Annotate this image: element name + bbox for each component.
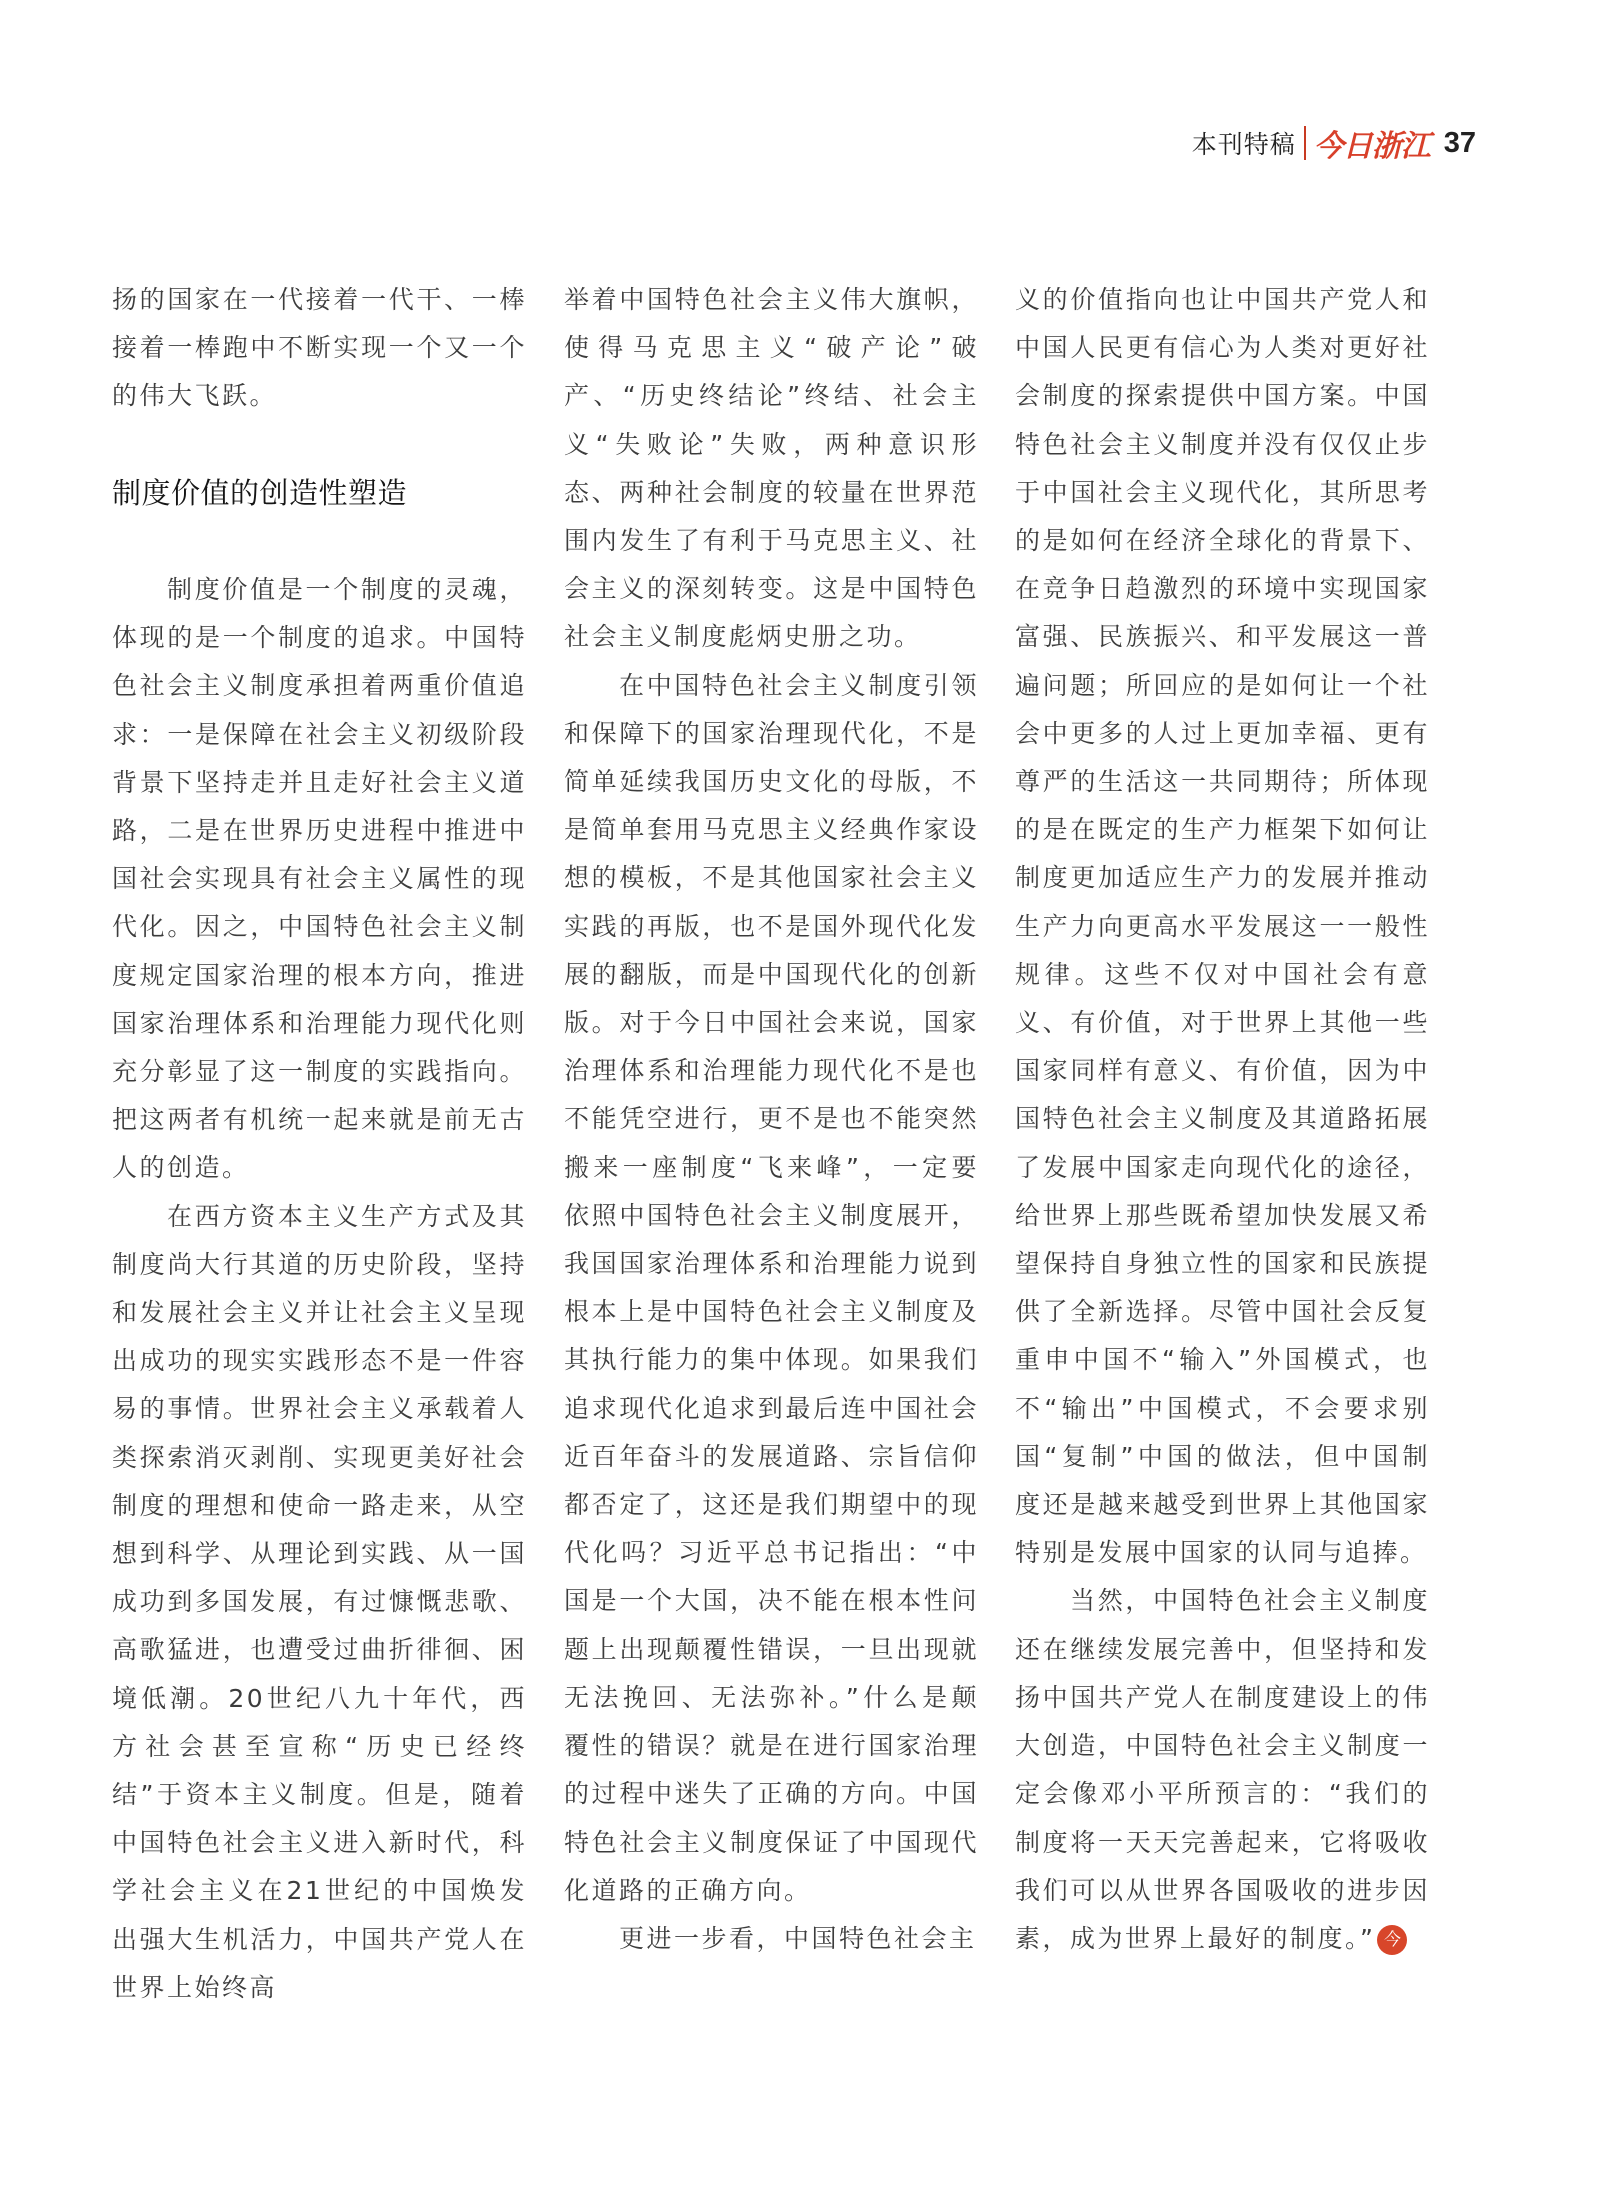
column-2	[564, 276, 979, 1963]
paragraph: 义的价值指向也让中国共产党人和中国人民更有信心为人类对更好社会制度的探索提供中国方案。中国特色社会主义制度并没有仅仅止步于中国社会主义现代化，其所思考的是如何在经济全球化的背景下、在竞争日趋激烈的环境中实现国家富强、民族振兴、和平发展这一普遍问题；所回应的是如何让一个社会中更多的人过上更加幸福、更有尊严的生活这一共同期待；所体现的是在既定的生产力框架下如何让制度更加适应生产力的发展并推动生产力向更高水平发展这一一般性规律。这些不仅对中国社会有意义、有价值，对于世界上其他一些国家同样有意义、有价值，因为中国特色社会主义制度及其道路拓展了发展中国家走向现代化的途径，给世界上那些既希望加快发展又希望保持自身独立性的国家和民族提供了全新选择。尽管中国社会反复重申中国不“输入”外国模式，也不“输出”中国模式，不会要求别国“复制”中国的做法，但中国制度还是越来越受到世界上其他国家特别是发展中国家的认同与追捧。	[1015, 285, 1430, 1568]
page-header	[1192, 120, 1476, 166]
paragraph-text: 当然，中国特色社会主义制度还在继续发展完善中，但坚持和发扬中国共产党人在制度建设上的伟大创造，中国特色社会主义制度一定会像邓小平所预言的：“我们的制度将一天天完善起来，它将吸收我们可以从世界各国吸收的进步因素，成为世界上最好的制度。”	[1015, 1586, 1430, 1953]
section-heading: 制度价值的创造性塑造	[112, 476, 408, 510]
column-1-body	[112, 566, 527, 2012]
paragraph: 在西方资本主义生产方式及其制度尚大行其道的历史阶段，坚持和发展社会主义并让社会主义呈现出成功的现实实践形态不是一件容易的事情。世界社会主义承载着人类探索消灭剥削、实现更美好社会制度的理想和使命一路走来，从空想到科学、从理论到实践、从一国成功到多国发展，有过慷慨悲歌、高歌猛进，也遭受过曲折徘徊、困境低潮。20世纪八九十年代，西方社会甚至宣称“历史已经终结”于资本主义制度。但是，随着中国特色社会主义进入新时代，科学社会主义在21世纪的中国焕发出强大生机活力，中国共产党人在世界上始终高	[112, 1201, 527, 2002]
column-3	[1015, 276, 1430, 1963]
paragraph: 更进一步看，中国特色社会主	[619, 1923, 977, 1953]
page-number: 37	[1443, 126, 1476, 159]
end-mark-icon: 今	[1377, 1925, 1407, 1955]
paragraph: 在中国特色社会主义制度引领和保障下的国家治理现代化，不是简单延续我国历史文化的母版，不是简单套用马克思主义经典作家设想的模板，不是其他国家社会主义实践的再版，也不是国外现代化发展的翻版，而是中国现代化的创新版。对于今日中国社会来说，国家治理体系和治理能力现代化不是也不能凭空进行，更不是也不能突然搬来一座制度“飞来峰”，一定要依照中国特色社会主义制度展开，我国国家治理体系和治理能力说到根本上是中国特色社会主义制度及其执行能力的集中体现。如果我们追求现代化追求到最后连中国社会近百年奋斗的发展道路、宗旨信仰都否定了，这还是我们期望中的现代化吗？习近平总书记指出：“中国是一个大国，决不能在根本性问题上出现颠覆性错误，一旦出现就无法挽回、无法弥补。”什么是颠覆性的错误？就是在进行国家治理的过程中迷失了正确的方向。中国特色社会主义制度保证了中国现代化道路的正确方向。	[564, 670, 979, 1905]
paragraph: 制度价值是一个制度的灵魂，体现的是一个制度的追求。中国特色社会主义制度承担着两重价值追求：一是保障在社会主义初级阶段背景下坚持走并且走好社会主义道路，二是在世界历史进程中推进中国社会实现具有社会主义属性的现代化。因之，中国特色社会主义制度规定国家治理的根本方向，推进国家治理体系和治理能力现代化则充分彰显了这一制度的实践指向。把这两者有机统一起来就是前无古人的创造。	[112, 575, 527, 1183]
magazine-logo: 今日浙江	[1313, 129, 1430, 164]
column-1	[112, 276, 527, 2002]
header-divider	[1304, 126, 1306, 160]
paragraph-final	[1015, 1577, 1430, 1963]
paragraph: 举着中国特色社会主义伟大旗帜，使得马克思主义“破产论”破产、“历史终结论”终结、社会主义“失败论”失败，两种意识形态、两种社会制度的较量在世界范围内发生了有利于马克思主义、社会主义的深刻转变。这是中国特色社会主义制度彪炳史册之功。	[564, 285, 979, 652]
paragraph: 扬的国家在一代接着一代干、一棒接着一棒跑中不断实现一个又一个的伟大飞跃。	[112, 285, 527, 411]
section-label: 本刊特稿	[1191, 130, 1296, 159]
